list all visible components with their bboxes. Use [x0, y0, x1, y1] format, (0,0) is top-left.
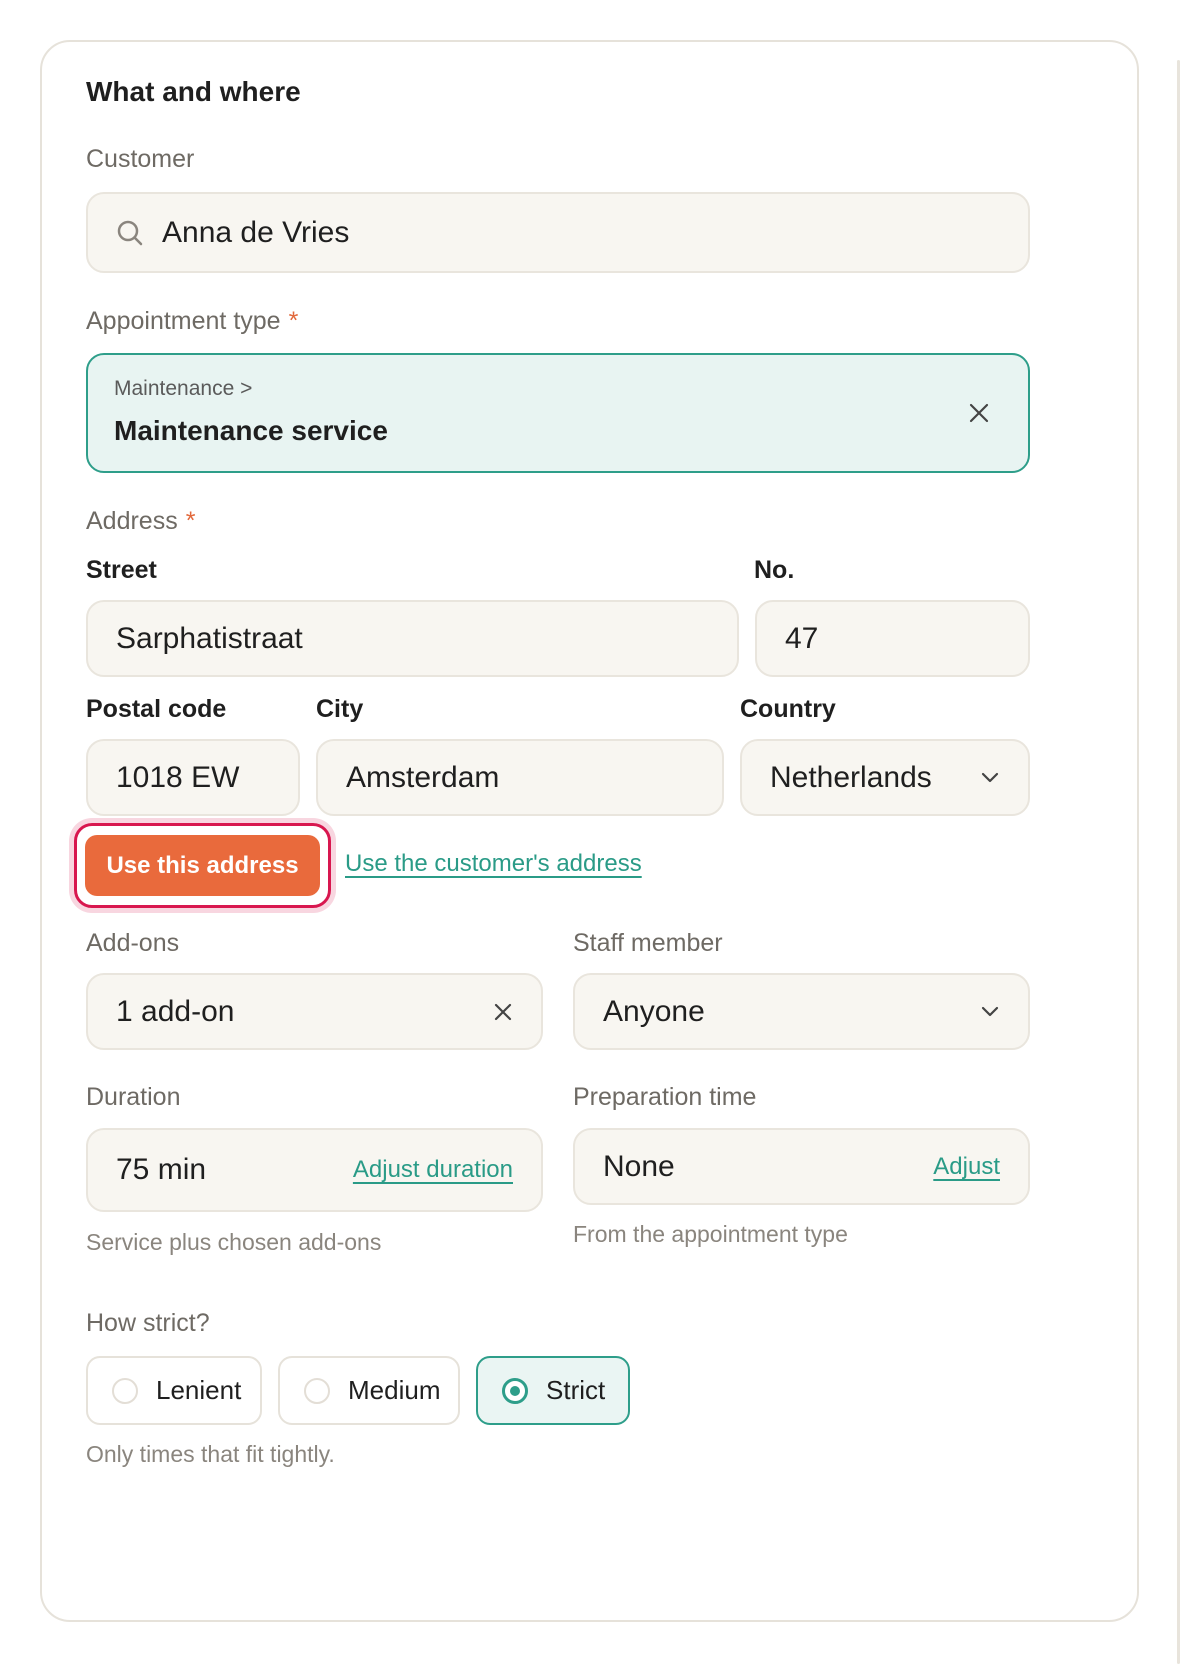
- clear-addons-icon[interactable]: [493, 1002, 513, 1022]
- street-value: Sarphatistraat: [116, 621, 303, 655]
- duration-field: [86, 1128, 543, 1212]
- addons-value: 1 add-on: [116, 994, 235, 1028]
- customer-search-field[interactable]: [86, 192, 1030, 273]
- number-value: 47: [785, 621, 819, 655]
- appointment-type-label-text: Appointment type: [86, 307, 281, 335]
- chevron-down-icon: [980, 1005, 1000, 1019]
- preparation-time-label: Preparation time: [573, 1083, 757, 1111]
- strictness-option-label: Strict: [546, 1375, 606, 1405]
- close-icon[interactable]: [968, 402, 990, 424]
- strictness-option-medium[interactable]: [278, 1356, 460, 1425]
- number-input[interactable]: [755, 600, 1030, 677]
- adjacent-panel-edge: [1177, 60, 1180, 1664]
- adjust-duration-link[interactable]: Adjust duration: [352, 1156, 513, 1183]
- staff-member-select[interactable]: [573, 973, 1030, 1050]
- street-label: Street: [86, 556, 157, 584]
- country-label: Country: [740, 695, 836, 723]
- addons-label: Add-ons: [86, 929, 180, 957]
- strictness-option-strict[interactable]: [476, 1356, 630, 1425]
- postal-code-input[interactable]: [86, 739, 300, 816]
- address-label-text: Address: [86, 507, 178, 535]
- preparation-time-field: [573, 1128, 1030, 1205]
- addons-field[interactable]: [86, 973, 543, 1050]
- strictness-option-label: Lenient: [156, 1375, 242, 1405]
- appointment-type-breadcrumb: Maintenance >: [114, 377, 253, 400]
- strictness-option-label: Medium: [348, 1375, 441, 1405]
- radio-checked-icon: [502, 1378, 528, 1404]
- section-title: What and where: [86, 76, 301, 107]
- strictness-hint: Only times that fit tightly.: [86, 1441, 335, 1467]
- duration-value: 75 min: [116, 1153, 207, 1186]
- use-customer-address-link[interactable]: Use the customer's address: [345, 850, 642, 877]
- required-mark: *: [185, 507, 196, 535]
- radio-unchecked-icon: [304, 1378, 330, 1404]
- strictness-option-lenient[interactable]: [86, 1356, 262, 1425]
- staff-member-value: Anyone: [603, 994, 705, 1028]
- number-label: No.: [754, 556, 795, 584]
- radio-unchecked-icon: [112, 1378, 138, 1404]
- staff-member-label: Staff member: [573, 929, 723, 957]
- strictness-label: How strict?: [86, 1309, 210, 1337]
- duration-hint: Service plus chosen add-ons: [86, 1229, 382, 1255]
- street-input[interactable]: [86, 600, 739, 677]
- preparation-time-hint: From the appointment type: [573, 1221, 848, 1247]
- customer-value: Anna de Vries: [162, 215, 350, 249]
- required-mark: *: [288, 307, 299, 335]
- city-input[interactable]: [316, 739, 724, 816]
- adjust-preparation-link[interactable]: Adjust: [933, 1152, 1000, 1180]
- appointment-type-selection[interactable]: [86, 353, 1030, 473]
- chevron-down-icon: [980, 771, 1000, 785]
- country-select[interactable]: [740, 739, 1030, 816]
- preparation-time-value: None: [603, 1149, 675, 1183]
- postal-code-label: Postal code: [86, 695, 227, 723]
- postal-code-value: 1018 EW: [116, 760, 240, 794]
- use-this-address-button[interactable]: Use this address: [85, 835, 320, 896]
- appointment-type-label: [86, 307, 298, 336]
- city-value: Amsterdam: [346, 760, 500, 794]
- appointment-type-selected: Maintenance service: [114, 415, 388, 446]
- address-label: [86, 507, 195, 536]
- city-label: City: [316, 695, 364, 723]
- country-value: Netherlands: [770, 760, 932, 794]
- search-icon: [116, 219, 144, 247]
- customer-label: Customer: [86, 145, 195, 173]
- duration-label: Duration: [86, 1083, 181, 1111]
